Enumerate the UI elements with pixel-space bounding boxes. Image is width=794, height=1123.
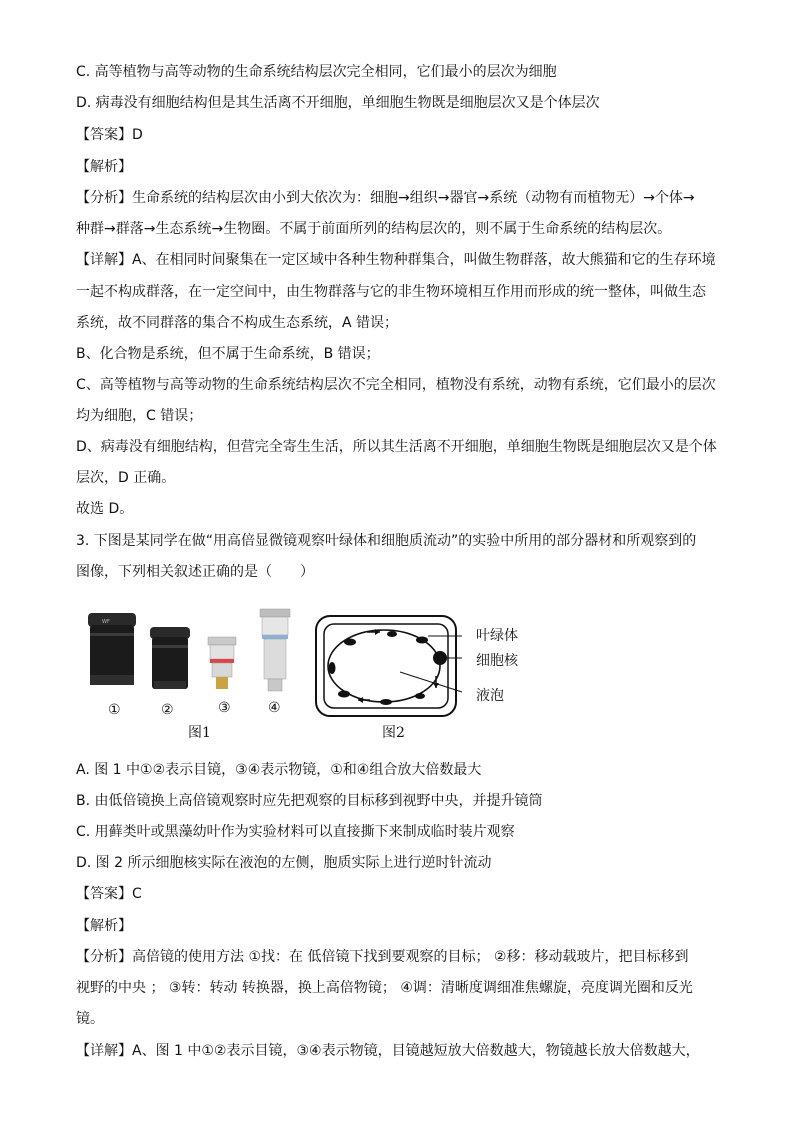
detail2-line-1: 【详解】A、图 1 中①②表示目镜，③④表示物镜，目镜越短放大倍数越大，物镜越长放大倍数越大， <box>76 1043 700 1059</box>
nucleus-icon <box>433 651 447 665</box>
lens-number-1: ① <box>108 702 121 718</box>
objective-3-icon <box>208 637 236 689</box>
option-a: A. 图 1 中①②表示目镜，③④表示物镜，①和④组合放大倍数最大 <box>76 762 482 778</box>
eyepiece-1-icon <box>88 613 136 685</box>
option-d-previous: D. 病毒没有细胞结构但是其生活离不开细胞，单细胞生物既是细胞层次又是个体层次 <box>76 95 600 111</box>
svg-text:WF: WF <box>102 619 110 625</box>
option-d: D. 图 2 所示细胞核实际在液泡的左侧，胞质实际上进行逆时针流动 <box>76 855 492 871</box>
label-nucleus: 细胞核 <box>476 653 518 669</box>
figure-2-cell <box>312 612 492 722</box>
detail-line-4: B、化合物是系统，但不属于生命系统，B 错误； <box>76 346 380 362</box>
detail-line-2: 一起不构成群落，在一定空间中，由生物群落与它的非生物环境相互作用而形成的统一整体，叫做生态 <box>76 284 706 300</box>
analysis-heading: 【解析】 <box>76 159 132 175</box>
analysis-heading-2: 【解析】 <box>76 918 132 934</box>
analysis-line-1: 【分析】生命系统的结构层次由小到大依次为：细胞→组织→器官→系统（动物有而植物无）→个体→ <box>76 190 695 206</box>
analysis2-line-2: 视野的中央 ； ③转：转动 转换器，换上高倍物镜； ④调：清晰度调细准焦螺旋，亮度调光圈和反光 <box>76 980 693 996</box>
chloroplast-icon <box>344 639 356 646</box>
label-vacuole: 液泡 <box>476 688 504 704</box>
option-c: C. 用藓类叶或黑藻幼叶作为实验材料可以直接撕下来制成临时装片观察 <box>76 824 515 840</box>
figure-1-caption: 图1 <box>188 725 211 741</box>
analysis2-line-1: 【分析】高倍镜的使用方法 ①找：在 低倍镜下找到要观察的目标； ②移：移动载玻片，把目标移到 <box>76 949 689 965</box>
detail-line-5: C、高等植物与高等动物的生命系统结构层次不完全相同，植物没有系统，动物有系统，它们最小的层次 <box>76 377 716 393</box>
answer-label: 【答案】D <box>76 127 143 143</box>
answer-label-2: 【答案】C <box>76 886 142 902</box>
lens-number-2: ② <box>161 702 174 718</box>
objective-4-icon <box>260 609 290 691</box>
label-chloroplast: 叶绿体 <box>476 628 518 644</box>
detail-line-6: 均为细胞，C 错误； <box>76 408 203 424</box>
detail-line-3: 系统，故不同群落的集合不构成生态系统，A 错误； <box>76 315 399 331</box>
eyepiece-2-icon <box>150 627 190 689</box>
question-3-line-2: 图像，下列相关叙述正确的是（ ） <box>76 564 314 580</box>
detail-line-1: 【详解】A、在相同时间聚集在一定区域中各种生物种群集合，叫做生物群落，故大熊猫和它的生存环境 <box>76 252 716 268</box>
option-c-previous: C. 高等植物与高等动物的生命系统结构层次完全相同，它们最小的层次为细胞 <box>76 64 557 80</box>
figure-2-caption: 图2 <box>382 725 405 741</box>
lens-number-4: ④ <box>268 700 281 716</box>
option-b: B. 由低倍镜换上高倍镜观察时应先把观察的目标移到视野中央，并提升镜筒 <box>76 793 543 809</box>
figure-1-lenses <box>80 605 300 705</box>
analysis2-line-3: 镜。 <box>76 1011 104 1027</box>
detail-line-7: D、病毒没有细胞结构，但营完全寄生生活，所以其生活离不开细胞，单细胞生物既是细胞层次又是个体 <box>76 439 717 455</box>
analysis-line-2: 种群→群落→生态系统→生物圈。不属于前面所列的结构层次的，则不属于生命系统的结构层次。 <box>76 221 672 237</box>
detail-line-8: 层次，D 正确。 <box>76 470 176 486</box>
lens-number-3: ③ <box>218 700 231 716</box>
question-3-line-1: 3. 下图是某同学在做“用高倍显微镜观察叶绿体和细胞质流动”的实验中所用的部分器材和所观察到的 <box>76 533 697 549</box>
conclusion-line: 故选 D。 <box>76 501 134 517</box>
